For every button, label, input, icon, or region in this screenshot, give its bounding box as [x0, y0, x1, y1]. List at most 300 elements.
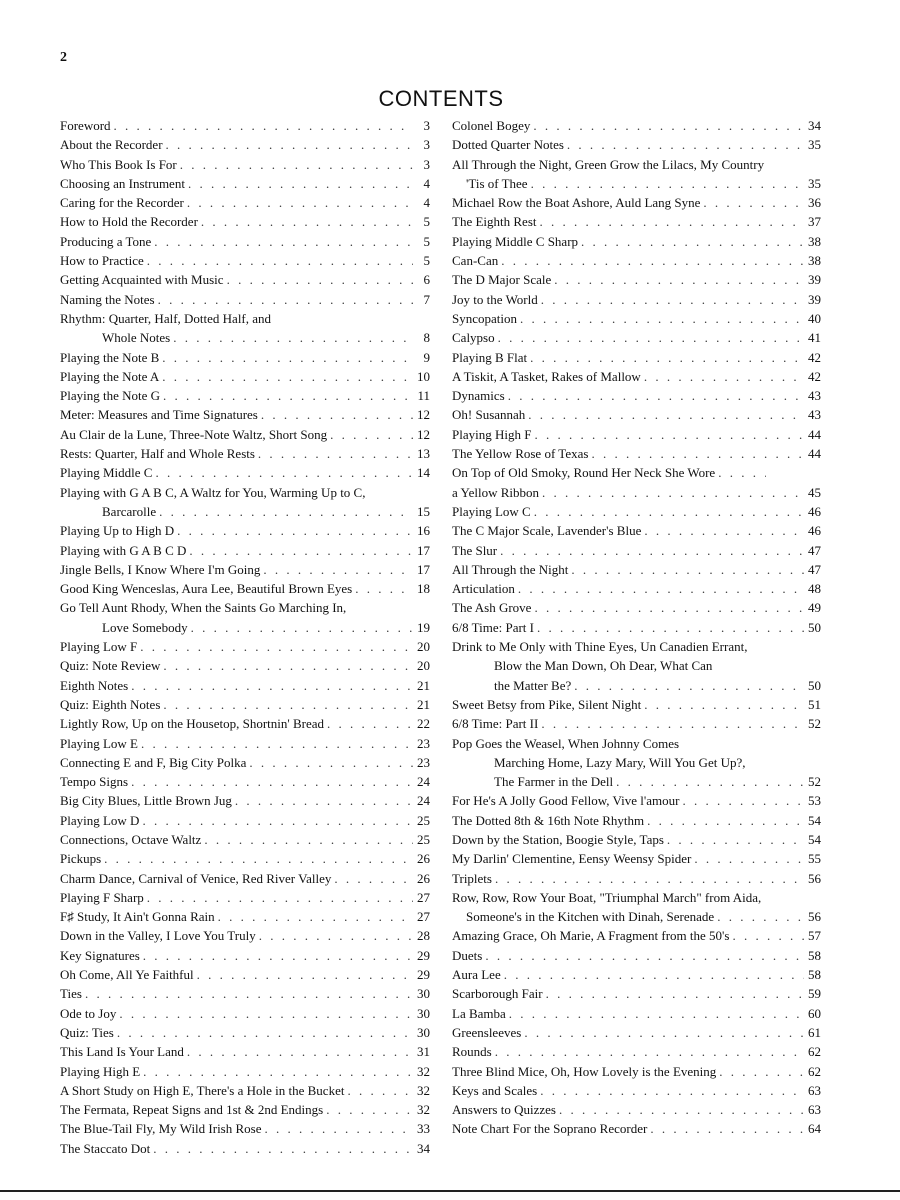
toc-entry: [60, 521, 430, 540]
toc-entry-title: On Top of Old Smoky, Round Her Neck She Wore: [452, 465, 716, 481]
toc-entry: [60, 135, 430, 154]
dot-leader: [520, 309, 804, 328]
toc-entry: [452, 984, 821, 1003]
toc-entry-page: 3: [423, 137, 430, 153]
toc-entry: [60, 174, 430, 193]
toc-entry: [60, 907, 430, 926]
toc-entry-title: Key Signatures: [60, 947, 140, 963]
toc-entry-title: For He's A Jolly Good Fellow, Vive l'amour: [452, 793, 680, 809]
toc-entry: [60, 656, 430, 675]
toc-entry-title: Syncopation: [452, 310, 517, 326]
toc-entry-title: 6/8 Time: Part II: [452, 716, 539, 732]
toc-entry-title: Playing Middle C Sharp: [452, 233, 579, 249]
toc-entry-page: 48: [808, 581, 821, 597]
toc-entry: [452, 560, 821, 579]
dot-leader: [347, 1081, 413, 1100]
toc-entry-page: 56: [808, 870, 821, 886]
toc-entry-title: All Through the Night, Green Grow the Lilacs, My Country: [452, 156, 765, 172]
toc-entry-title: This Land Is Your Land: [60, 1044, 184, 1060]
toc-entry: [60, 386, 430, 405]
toc-entry-page: 27: [417, 889, 430, 905]
toc-entry-page: 61: [808, 1024, 821, 1040]
toc-entry-page: 42: [808, 349, 821, 365]
toc-entry-page: 8: [423, 330, 430, 346]
dot-leader: [261, 405, 413, 424]
dot-leader: [559, 1100, 804, 1119]
toc-entry-title: Playing Up to High D: [60, 523, 175, 539]
toc-entry-page: 6: [423, 272, 430, 288]
dot-leader: [330, 425, 413, 444]
toc-entry-title: Calypso: [452, 330, 495, 346]
dot-leader: [163, 656, 413, 675]
dot-leader: [719, 1062, 804, 1081]
toc-entry: [452, 348, 821, 367]
dot-leader: [667, 830, 804, 849]
dot-leader: [554, 270, 804, 289]
toc-entry-page: 21: [417, 677, 430, 693]
toc-entry: [60, 193, 430, 212]
dot-leader: [703, 193, 804, 212]
dot-leader: [694, 849, 804, 868]
dot-leader: [235, 791, 413, 810]
toc-entry-title: Scarborough Fair: [452, 986, 543, 1002]
toc-entry-title: a Yellow Ribbon: [452, 484, 540, 500]
dot-leader: [263, 560, 413, 579]
toc-entry-page: 50: [808, 677, 821, 693]
toc-entry-page: 26: [417, 870, 430, 886]
toc-entry-page: 11: [417, 388, 430, 404]
toc-entry-page: 47: [808, 561, 821, 577]
toc-entry-title: The Fermata, Repeat Signs and 1st & 2nd Endings: [60, 1102, 324, 1118]
dot-leader: [540, 212, 805, 231]
toc-entry-page: 34: [808, 118, 821, 133]
dot-leader: [530, 348, 804, 367]
toc-entry-page: 64: [808, 1121, 821, 1137]
toc-entry-page: 25: [417, 831, 430, 847]
toc-entry: [60, 309, 430, 348]
toc-entry-title: Marching Home, Lazy Mary, Will You Get Up?,: [494, 754, 746, 770]
toc-entry: [60, 772, 430, 791]
toc-entry-page: 41: [808, 330, 821, 346]
toc-entry: [60, 753, 430, 772]
toc-entry-page: 19: [417, 619, 430, 635]
toc-entry-page: 22: [417, 716, 430, 732]
toc-entry: [452, 926, 821, 945]
toc-entry-title: Pop Goes the Weasel, When Johnny Comes: [452, 735, 680, 751]
dot-leader: [155, 463, 413, 482]
toc-entry-page: 25: [417, 812, 430, 828]
toc-entry-page: 43: [808, 407, 821, 423]
toc-entry: [452, 849, 821, 868]
toc-entry: [60, 367, 430, 386]
toc-entry-title: Drink to Me Only with Thine Eyes, Un Canadien Errant,: [452, 639, 748, 655]
toc-entry-page: 16: [417, 523, 430, 539]
dot-leader: [85, 984, 413, 1003]
toc-entry-title: Aura Lee: [452, 967, 501, 983]
toc-entry: [452, 1042, 821, 1061]
dot-leader: [227, 270, 413, 289]
dot-leader: [534, 425, 804, 444]
dot-leader: [540, 1081, 804, 1100]
toc-entry-title: the Matter Be?: [494, 677, 572, 693]
dot-leader: [682, 791, 804, 810]
toc-entry-page: 34: [417, 1140, 430, 1156]
toc-entry-page: 35: [808, 137, 821, 153]
dot-leader: [508, 386, 804, 405]
toc-entry-title: Ties: [60, 986, 82, 1002]
toc-entry: [60, 251, 430, 270]
toc-entry: [452, 367, 821, 386]
toc-entry: [60, 791, 430, 810]
dot-leader: [142, 811, 413, 830]
toc-entry-title: Playing High F: [452, 426, 532, 442]
toc-entry-page: 46: [808, 523, 821, 539]
toc-entry-page: 38: [808, 233, 821, 249]
toc-entry-title: Michael Row the Boat Ashore, Auld Lang Syne: [452, 195, 701, 211]
toc-entry: [60, 734, 430, 753]
toc-entry: [60, 1023, 430, 1042]
toc-entry: [60, 1100, 430, 1119]
toc-entry-page: 4: [423, 195, 430, 211]
toc-entry: [60, 579, 430, 598]
toc-entry-title: Quiz: Eighth Notes: [60, 696, 161, 712]
toc-right-column: [452, 116, 821, 1139]
toc-entry-page: 5: [423, 253, 430, 269]
dot-leader: [644, 695, 804, 714]
toc-entry-page: 31: [417, 1044, 430, 1060]
dot-leader: [131, 676, 413, 695]
toc-entry-title: Three Blind Mice, Oh, How Lovely is the Evening: [452, 1063, 717, 1079]
dot-leader: [644, 521, 804, 540]
dot-leader: [355, 579, 413, 598]
toc-entry-title: The C Major Scale, Lavender's Blue: [452, 523, 642, 539]
toc-entry: [452, 135, 821, 154]
toc-entry-page: 12: [417, 426, 430, 442]
toc-entry-title: Playing High E: [60, 1063, 141, 1079]
dot-leader: [187, 1042, 413, 1061]
toc-entry-title: Sweet Betsy from Pike, Silent Night: [452, 696, 642, 712]
toc-entry-title: Oh Come, All Ye Faithful: [60, 967, 194, 983]
toc-entry: [452, 193, 821, 212]
toc-entry: [452, 579, 821, 598]
toc-entry-title: Articulation: [452, 581, 515, 597]
toc-entry-page: 36: [808, 195, 821, 211]
dot-leader: [163, 695, 413, 714]
toc-entry: [60, 1139, 430, 1158]
toc-entry-page: 53: [808, 793, 821, 809]
toc-entry: [452, 521, 821, 540]
dot-leader: [166, 135, 413, 154]
toc-entry-page: 43: [808, 388, 821, 404]
toc-entry-title: Connections, Octave Waltz: [60, 831, 202, 847]
dot-leader: [574, 676, 804, 695]
toc-entry-title: Foreword: [60, 118, 111, 133]
toc-entry-page: 49: [808, 600, 821, 616]
dot-leader: [204, 830, 413, 849]
toc-entry: [452, 270, 821, 289]
toc-entry-page: 60: [808, 1005, 821, 1021]
toc-entry-page: 63: [808, 1082, 821, 1098]
toc-entry-title: Row, Row, Row Your Boat, "Triumphal March" from Aida,: [452, 889, 762, 905]
toc-entry-page: 13: [417, 446, 430, 462]
toc-entry-page: 4: [423, 175, 430, 191]
toc-entry: [452, 290, 821, 309]
toc-entry: [60, 598, 430, 637]
toc-entry-title: Dotted Quarter Notes: [452, 137, 564, 153]
toc-entry-title: Tempo Signs: [60, 774, 129, 790]
toc-entry: [60, 444, 430, 463]
toc-entry-page: 50: [808, 619, 821, 635]
toc-entry: [452, 965, 821, 984]
toc-entry-title: Whole Notes: [102, 330, 171, 346]
toc-entry-page: 9: [423, 349, 430, 365]
toc-entry-page: 3: [423, 118, 430, 133]
toc-entry-title: The Staccato Dot: [60, 1140, 151, 1156]
toc-entry-title: Playing Low F: [60, 639, 138, 655]
dot-leader: [501, 251, 804, 270]
toc-entry-title: Lightly Row, Up on the Housetop, Shortnin' Bread: [60, 716, 325, 732]
toc-entry-title: The Blue-Tail Fly, My Wild Irish Rose: [60, 1121, 262, 1137]
toc-entry-page: 30: [417, 1024, 430, 1040]
toc-entry-title: Meter: Measures and Time Signatures: [60, 407, 258, 423]
toc-entry-title: Down by the Station, Boogie Style, Taps: [452, 831, 664, 847]
toc-entry: [452, 405, 821, 424]
toc-entry: [452, 1062, 821, 1081]
toc-entry-title: Quiz: Ties: [60, 1024, 114, 1040]
toc-entry-page: 29: [417, 967, 430, 983]
toc-entry-title: The Ash Grove: [452, 600, 532, 616]
toc-entry-title: Amazing Grace, Oh Marie, A Fragment from the 50's: [452, 928, 730, 944]
dot-leader: [327, 714, 413, 733]
page-number: 2: [60, 50, 67, 65]
toc-entry-title: Can-Can: [452, 253, 499, 269]
toc-entry-page: 14: [417, 465, 430, 481]
dot-leader: [162, 348, 413, 367]
toc-entry: [60, 212, 430, 231]
toc-entry-page: 40: [808, 310, 821, 326]
toc-entry-title: About the Recorder: [60, 137, 163, 153]
toc-entry-title: Someone's in the Kitchen with Dinah, Serenade: [466, 909, 715, 925]
dot-leader: [534, 598, 804, 617]
toc-entry-title: Charm Dance, Carnival of Venice, Red River Valley: [60, 870, 332, 886]
toc-entry: [452, 830, 821, 849]
toc-entry: [452, 463, 821, 502]
toc-entry: [60, 116, 430, 135]
dot-leader: [158, 290, 413, 309]
toc-entry-title: Down in the Valley, I Love You Truly: [60, 928, 256, 944]
dot-leader: [498, 328, 804, 347]
toc-entry-title: Quiz: Note Review: [60, 658, 161, 674]
toc-entry: [60, 348, 430, 367]
dot-leader: [647, 811, 804, 830]
toc-entry-page: 23: [417, 754, 430, 770]
toc-entry-page: 63: [808, 1102, 821, 1118]
dot-leader: [500, 541, 804, 560]
toc-entry-title: Duets: [452, 947, 483, 963]
toc-entry: [60, 1081, 430, 1100]
dot-leader: [334, 869, 413, 888]
dot-leader: [518, 579, 804, 598]
toc-entry-title: Caring for the Recorder: [60, 195, 184, 211]
toc-entry-title: Blow the Man Down, Oh Dear, What Can: [494, 658, 713, 674]
toc-entry-title: Ode to Joy: [60, 1005, 117, 1021]
dot-leader: [177, 521, 413, 540]
toc-entry-title: All Through the Night: [452, 561, 569, 577]
toc-entry-title: Rounds: [452, 1044, 492, 1060]
toc-entry: [452, 425, 821, 444]
dot-leader: [197, 965, 413, 984]
toc-entry-page: 32: [417, 1082, 430, 1098]
toc-entry-page: 59: [808, 986, 821, 1002]
toc-entry-title: Triplets: [452, 870, 492, 886]
dot-leader: [163, 386, 413, 405]
toc-entry: [60, 560, 430, 579]
toc-entry-title: The Dotted 8th & 16th Note Rhythm: [452, 812, 645, 828]
toc-entry: [452, 695, 821, 714]
toc-entry-title: Oh! Susannah: [452, 407, 526, 423]
dot-leader: [191, 618, 413, 637]
toc-entry-page: 33: [417, 1121, 430, 1137]
dot-leader: [732, 926, 804, 945]
dot-leader: [524, 1023, 804, 1042]
dot-leader: [140, 637, 413, 656]
toc-entry-title: Answers to Quizzes: [452, 1102, 556, 1118]
toc-entry-page: 30: [417, 986, 430, 1002]
toc-entry: [452, 811, 821, 830]
toc-entry-page: 39: [808, 291, 821, 307]
toc-entry-page: 32: [417, 1102, 430, 1118]
dot-leader: [188, 174, 413, 193]
toc-entry: [452, 888, 821, 927]
dot-leader: [201, 212, 413, 231]
dot-leader: [141, 734, 413, 753]
dot-leader: [546, 984, 804, 1003]
dot-leader: [509, 1004, 804, 1023]
dot-leader: [114, 116, 413, 135]
dot-leader: [187, 193, 413, 212]
toc-entry-title: Playing F Sharp: [60, 889, 144, 905]
toc-entry-title: 6/8 Time: Part I: [452, 619, 534, 635]
toc-entry-page: 23: [417, 735, 430, 751]
toc-entry: [452, 251, 821, 270]
dot-leader: [218, 907, 413, 926]
dot-leader: [567, 135, 804, 154]
toc-entry: [60, 695, 430, 714]
dot-leader: [571, 560, 804, 579]
dot-leader: [528, 405, 804, 424]
toc-entry: [60, 232, 430, 251]
toc-entry: [452, 1081, 821, 1100]
toc-entry: [452, 444, 821, 463]
dot-leader: [143, 946, 413, 965]
toc-entry: [60, 637, 430, 656]
dot-leader: [143, 1062, 413, 1081]
toc-entry-page: 27: [417, 909, 430, 925]
toc-entry-title: Go Tell Aunt Rhody, When the Saints Go Marching In,: [60, 600, 347, 616]
toc-entry-page: 46: [808, 503, 821, 519]
toc-entry-page: 20: [417, 658, 430, 674]
toc-entry-page: 28: [417, 928, 430, 944]
toc-entry-page: 15: [417, 503, 430, 519]
toc-entry-page: 55: [808, 851, 821, 867]
toc-entry-page: 32: [417, 1063, 430, 1079]
toc-entry-title: Getting Acquainted with Music: [60, 272, 224, 288]
toc-entry-title: Connecting E and F, Big City Polka: [60, 754, 247, 770]
toc-entry-title: Playing the Note G: [60, 388, 161, 404]
toc-entry: [452, 309, 821, 328]
toc-entry: [452, 328, 821, 347]
dot-leader: [104, 849, 413, 868]
toc-entry-page: 35: [808, 175, 821, 191]
toc-entry: [60, 811, 430, 830]
toc-entry-title: Jingle Bells, I Know Where I'm Going: [60, 561, 261, 577]
dot-leader: [541, 714, 804, 733]
dot-leader: [531, 174, 804, 193]
toc-entry: [60, 984, 430, 1003]
toc-entry: [452, 232, 821, 251]
toc-entry-title: Big City Blues, Little Brown Jug: [60, 793, 232, 809]
toc-entry: [60, 830, 430, 849]
toc-entry-title: The Farmer in the Dell: [494, 774, 614, 790]
toc-entry: [452, 1119, 821, 1138]
toc-entry: [60, 676, 430, 695]
toc-entry-page: 44: [808, 426, 821, 442]
toc-entry: [60, 1062, 430, 1081]
toc-entry-page: 54: [808, 831, 821, 847]
dot-leader: [644, 367, 804, 386]
toc-entry-title: Love Somebody: [102, 619, 188, 635]
toc-entry-title: Good King Wenceslas, Aura Lee, Beautiful Brown Eyes: [60, 581, 353, 597]
toc-entry-title: Colonel Bogey: [452, 118, 531, 133]
toc-entry-title: Producing a Tone: [60, 233, 152, 249]
toc-entry-title: F♯ Study, It Ain't Gonna Rain: [60, 909, 215, 925]
toc-entry-page: 17: [417, 542, 430, 558]
toc-entry-page: 18: [417, 581, 430, 597]
toc-entry: [60, 405, 430, 424]
toc-entry-page: 24: [417, 793, 430, 809]
dot-leader: [581, 232, 804, 251]
toc-entry-title: Naming the Notes: [60, 291, 155, 307]
toc-entry-page: 58: [808, 947, 821, 963]
dot-leader: [718, 463, 766, 482]
toc-entry-page: 45: [808, 484, 821, 500]
toc-entry-title: Playing the Note B: [60, 349, 160, 365]
dot-leader: [537, 618, 804, 637]
toc-entry-title: How to Practice: [60, 253, 144, 269]
dot-leader: [117, 1023, 413, 1042]
dot-leader: [265, 1119, 414, 1138]
toc-entry: [452, 541, 821, 560]
dot-leader: [717, 907, 804, 926]
toc-entry-page: 58: [808, 967, 821, 983]
toc-entry-page: 42: [808, 368, 821, 384]
toc-entry-title: Au Clair de la Lune, Three-Note Waltz, Short Song: [60, 426, 328, 442]
dot-leader: [495, 1042, 804, 1061]
toc-entry-title: My Darlin' Clementine, Eensy Weensy Spider: [452, 851, 692, 867]
bottom-border: [0, 1190, 900, 1192]
toc-entry-page: 52: [808, 774, 821, 790]
toc-entry-title: Keys and Scales: [452, 1082, 538, 1098]
toc-entry-page: 7: [423, 291, 430, 307]
toc-entry-title: Rests: Quarter, Half and Whole Rests: [60, 446, 255, 462]
dot-leader: [258, 444, 413, 463]
toc-entry: [452, 1023, 821, 1042]
toc-entry: [60, 1004, 430, 1023]
dot-leader: [119, 1004, 413, 1023]
toc-entry: [60, 714, 430, 733]
dot-leader: [162, 367, 413, 386]
toc-entry-title: Pickups: [60, 851, 102, 867]
